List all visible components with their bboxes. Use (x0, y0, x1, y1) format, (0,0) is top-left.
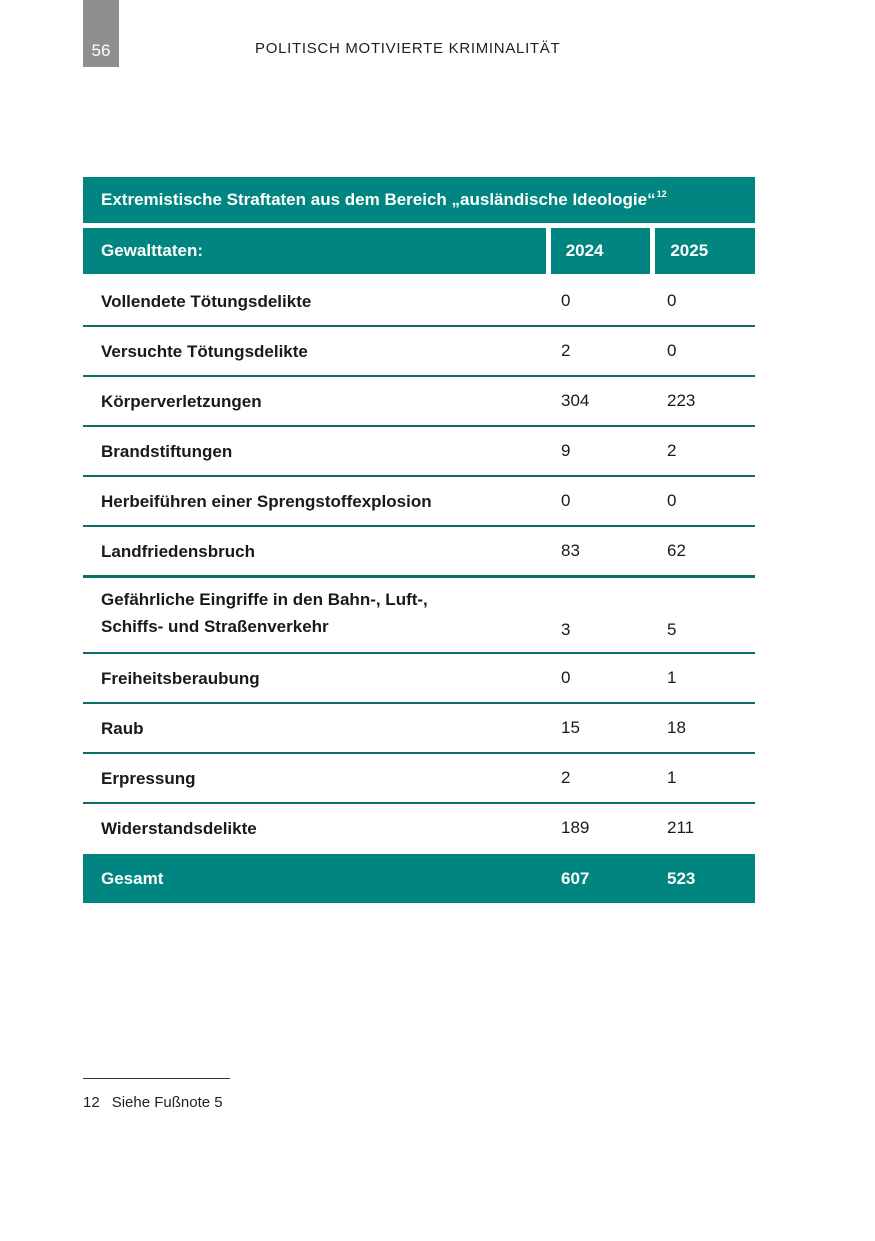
value-2024: 15 (561, 718, 580, 737)
total-2025: 523 (667, 868, 696, 888)
row-label-line: Gefährliche Eingriffe in den Bahn-, Luft-, (101, 590, 428, 609)
value-2025: 18 (667, 718, 686, 737)
table-row (83, 754, 755, 804)
value-2024: 2 (561, 341, 571, 360)
row-label: Raub (101, 718, 144, 738)
value-2024: 189 (561, 818, 590, 837)
value-2025: 1 (667, 668, 677, 687)
table-row (83, 578, 755, 654)
row-label: Körperverletzungen (101, 391, 262, 411)
footnote-number: 12 (83, 1094, 100, 1111)
value-2025: 1 (667, 768, 677, 787)
table-caption (83, 177, 755, 223)
table-row (83, 427, 755, 477)
table-row (83, 277, 755, 327)
page-number: 56 (91, 41, 111, 60)
value-2024: 0 (561, 291, 571, 310)
row-label (83, 586, 561, 640)
column-header-category: Gewalttaten: (83, 228, 546, 274)
value-2025: 223 (667, 391, 696, 410)
row-label: Freiheitsberaubung (101, 668, 260, 688)
value-2025: 211 (667, 818, 695, 837)
value-2025: 62 (667, 541, 686, 560)
value-2024: 83 (561, 541, 580, 560)
footnote-text: Siehe Fußnote 5 (111, 1094, 223, 1111)
column-header-2025: 2025 (655, 228, 755, 274)
value-2025: 5 (667, 620, 677, 639)
row-label: Vollendete Tötungsdelikte (101, 291, 312, 311)
table-row (83, 377, 755, 427)
table-row (83, 654, 755, 704)
table-row (83, 804, 755, 852)
row-label: Erpressung (101, 768, 196, 788)
table-row (83, 704, 755, 754)
value-2025: 0 (667, 341, 677, 360)
value-2024: 3 (561, 620, 571, 639)
row-label: Widerstandsdelikte (101, 818, 257, 838)
table-body (83, 277, 755, 852)
total-2024: 607 (561, 868, 590, 888)
statistics-table (83, 177, 755, 903)
row-label-line: Schiffs- und Straßenverkehr (101, 617, 329, 636)
value-2024: 9 (561, 441, 571, 460)
total-label: Gesamt (101, 868, 164, 888)
table-row (83, 477, 755, 527)
value-2024: 304 (561, 391, 590, 410)
total-row (83, 854, 755, 903)
row-label: Landfriedensbruch (101, 541, 255, 561)
table-row (83, 327, 755, 377)
running-header-title: POLITISCH MOTIVIERTE KRIMINALITÄT (255, 40, 561, 57)
column-header-2024: 2024 (551, 228, 651, 274)
row-label: Herbeiführen einer Sprengstoffexplosion (101, 491, 432, 511)
row-label: Brandstiftungen (101, 441, 233, 461)
table-row (83, 527, 755, 578)
value-2024: 0 (561, 668, 571, 687)
footnote (83, 1094, 223, 1111)
value-2024: 2 (561, 768, 571, 787)
value-2025: 0 (667, 291, 677, 310)
page-number-tab (83, 0, 119, 67)
row-label: Versuchte Tötungsdelikte (101, 341, 308, 361)
table-header-row (83, 228, 755, 274)
value-2025: 0 (667, 491, 677, 510)
value-2024: 0 (561, 491, 571, 510)
table-caption-text: Extremistische Straftaten aus dem Bereich „ausländische Ideologie“ (101, 190, 656, 209)
value-2025: 2 (667, 441, 677, 460)
footnote-divider (83, 1078, 230, 1079)
footnote-reference: 12 (656, 189, 667, 199)
